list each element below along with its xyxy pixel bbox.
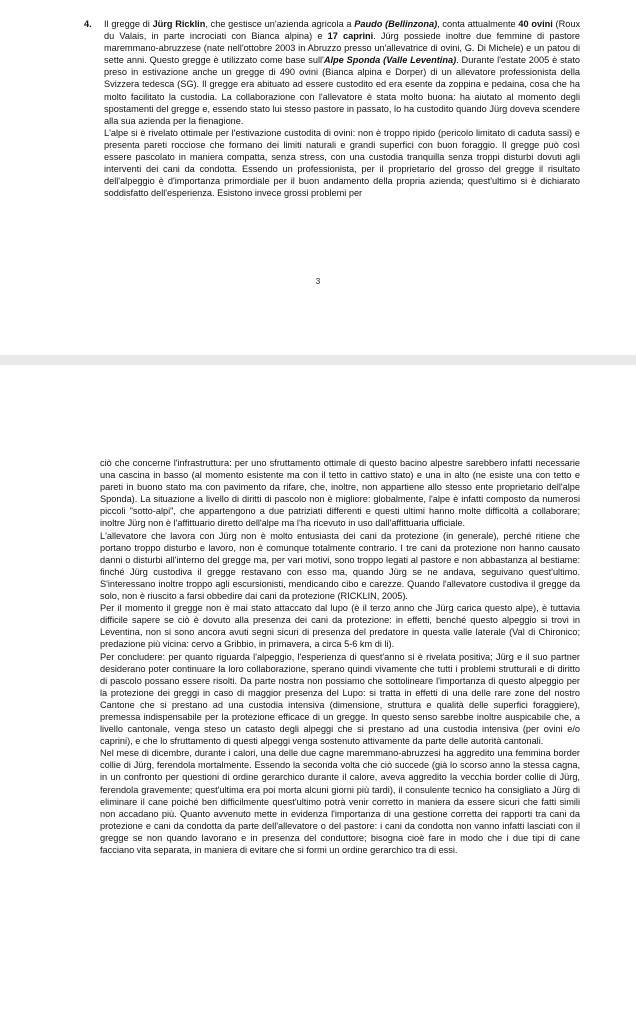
page-separator bbox=[0, 355, 636, 365]
bold-run: 17 caprini bbox=[327, 31, 374, 42]
paragraph: L'alpe si è rivelato ottimale per l'estivazione custodita di ovini: non è troppo ripido (pericolo limitato di caduta sassi) e presenta pareti rocciose che formano dei limiti naturali e grandi superfici con buon foraggio. Il gregge può così essere pascolato in maniera compatta, senza stress, con una custodia tranquilla senza troppi disturbi dovuti agli interventi dei cani da condotta. Essendo un professionista, per il proprietario del grosso del gregge il risultato dell'alpeggio è d'importanza primordiale per il buon andamento della propria azienda; quest'ultimo si è dichiarato soddisfatto dell'esperienza. Esistono invece grossi problemi per bbox=[104, 127, 580, 199]
paragraph: L'allevatore che lavora con Jürg non è molto entusiasta dei cani da protezione (in generale), perché ritiene che portano troppo disturbo e lavoro, non è comunque totalmente contrario. I tre cani da protezione non hanno causato danni o disturbi all'interno del gregge ma, per vari motivi, sono troppo legati al pastore e non abbastanza al bestiame: finché Jürg custodiva il gregge restavano con esso ma, quando Jürg se ne andava, seguivano quest'ultimo. S'interessano inoltre troppo agli escursionisti, mendicando cibo e carezze. Quando l'allevatore custodiva il gregge da solo, non è riuscito a farsi obbedire dai cani da protezione (RICKLIN, 2005). bbox=[100, 530, 580, 602]
page-number: 3 bbox=[315, 277, 321, 286]
paragraph: Nel mese di dicembre, durante i calori, una delle due cagne maremmano-abruzzesi ha aggredito una femmina border collie di Jürg, ferendola mortalmente. Essendo la seconda volta che ciò succede (già lo scorso anno la stessa cagna, in un confronto per questioni di ordine gerarchico durante il calore, aveva aggredito la vecchia border collie di Jürg, ferendola gravemente; quest'ultima era poi morta alcuni giorni più tardi), il consulente tecnico ha consigliato a Jürg di eliminare il cane poiché ben difficilmente quest'ultimo potrà venir corretto in maniera da essere sicuri che fatti simili non accadano più. Quanto avvenuto mette in evidenza l'importanza di una gestione corretta dei rapporti tra cani da protezione e cani da condotta da parte dell'allevatore o del pastore: i cani da condotta non vanno infatti lasciati con il gregge se non quando lavorano e in presenza del conduttore; bisogna cioè fare in modo che i due tipi di cane facciano vita separata, in maniera di evitare che si formi un ordine gerarchico tra di essi. bbox=[100, 748, 580, 855]
document-page-2 bbox=[0, 365, 636, 1024]
document-page-1 bbox=[0, 0, 636, 355]
paragraph: ciò che concerne l'infrastruttura: per uno sfruttamento ottimale di questo bacino alpestre sarebbero infatti necessarie una cascina in basso (al momento esistente ma con il tetto in cattivo stato) e una in alto (ne esiste una con tetto e pareti in buono stato ma con pavimento da rifare, che, inoltre, non appartiene allo stesso ente proprietario dell'alpe Sponda). La situazione a livello di diritti di pascolo non è migliore: globalmente, l'alpe è infatti composto da numerosi piccoli "sotto-alpi", che appartengono a due patriziati differenti e questi ultimi hanno molte difficoltà a collaborare; inoltre Jürg non è l'affittuario diretto dell'alpe ma l'ha ricevuto in uso dall'affittuaria ufficiale. bbox=[100, 458, 580, 529]
paragraph: Il gregge di Jürg Ricklin, che gestisce un'azienda agricola a Paudo (Bellinzona), conta attualmente 40 ovini (Roux du Valais, in parte incrociati con Bianca alpina) e 17 caprini. Jürg possiede inoltre due femmine di pastore maremmano-abruzzese (nate nell'ottobre 2003 in Abruzzo presso un'allevatrice di ovini, G. Di Michele) e un patou di sette anni. Questo gregge è utilizzato come base sull'Alpe Sponda (Valle Leventina). Durante l'estate 2005 è stato preso in estivazione anche un gregge di 490 ovini (Bianca alpina e Dorper) di un allevatore professionista della Svizzera tedesca (SG). Il gregge era abituato ad essere custodito ed era esente da zoppina e pedaina, cosa che ha molto facilitato la custodia. La collaborazione con l'allevatore è stata molto buona: ha aiutato al momento degli spostamenti del gregge e, essendo stato lui stesso pastore in passato, lo ha custodito quando Jürg doveva scendere alla sua azienda per la fienagione. bbox=[104, 19, 581, 126]
paragraph: Per concludere: per quanto riguarda l'alpeggio, l'esperienza di quest'anno si è rivelata positiva; Jürg e il suo partner desiderano poter continuare la loro collaborazione, sperano quindi vivamente che tutti i problemi strutturali e di diritto di pascolo possano essere risolti. Da parte nostra non possiamo che sottolineare l'importanza di questo alpeggio per la protezione dei greggi in caso di maggior presenza del Lupo: si tratta in effetti di una delle rare zone del nostro Cantone che si prestano ad una custodia intensiva (dimensione, struttura e qualità delle superfici foraggiere), premessa indispensabile per la protezione efficace di un gregge. In questo senso sarebbe inoltre auspicabile che, a livello cantonale, venga steso un catasto degli alpeggi che si prestano ad una custodia intensiva (per ovini e/o caprini), e che lo sfruttamento di questi alpeggi venga sostenuto attivamente da parte delle autorità cantonali. bbox=[100, 651, 580, 747]
list-item-number: 4. bbox=[84, 19, 92, 29]
bold-run: Jürg Ricklin bbox=[152, 19, 206, 29]
bold-italic-run: Alpe Sponda (Valle Leventina) bbox=[323, 55, 457, 66]
numbered-list-item bbox=[84, 18, 580, 199]
paragraph: Per il momento il gregge non è mai stato attaccato dal lupo (è il terzo anno che Jürg carica questo alpe), è tuttavia difficile sapere se ciò è dovuto alla presenza dei cani da protezione: in effetti, benché questo alpeggio si trovi in Leventina, non si sono ancora avuti segni sicuri di presenza del predatore in questa valle laterale (Val di Chironico; predazione più vicina: cervo a Gribbio, in primavera, a circa 5-6 km di li). bbox=[100, 603, 580, 650]
bold-run: 40 ovini bbox=[518, 19, 553, 29]
list-item-body bbox=[104, 18, 580, 199]
bold-italic-run: Paudo (Bellinzona) bbox=[354, 19, 438, 29]
